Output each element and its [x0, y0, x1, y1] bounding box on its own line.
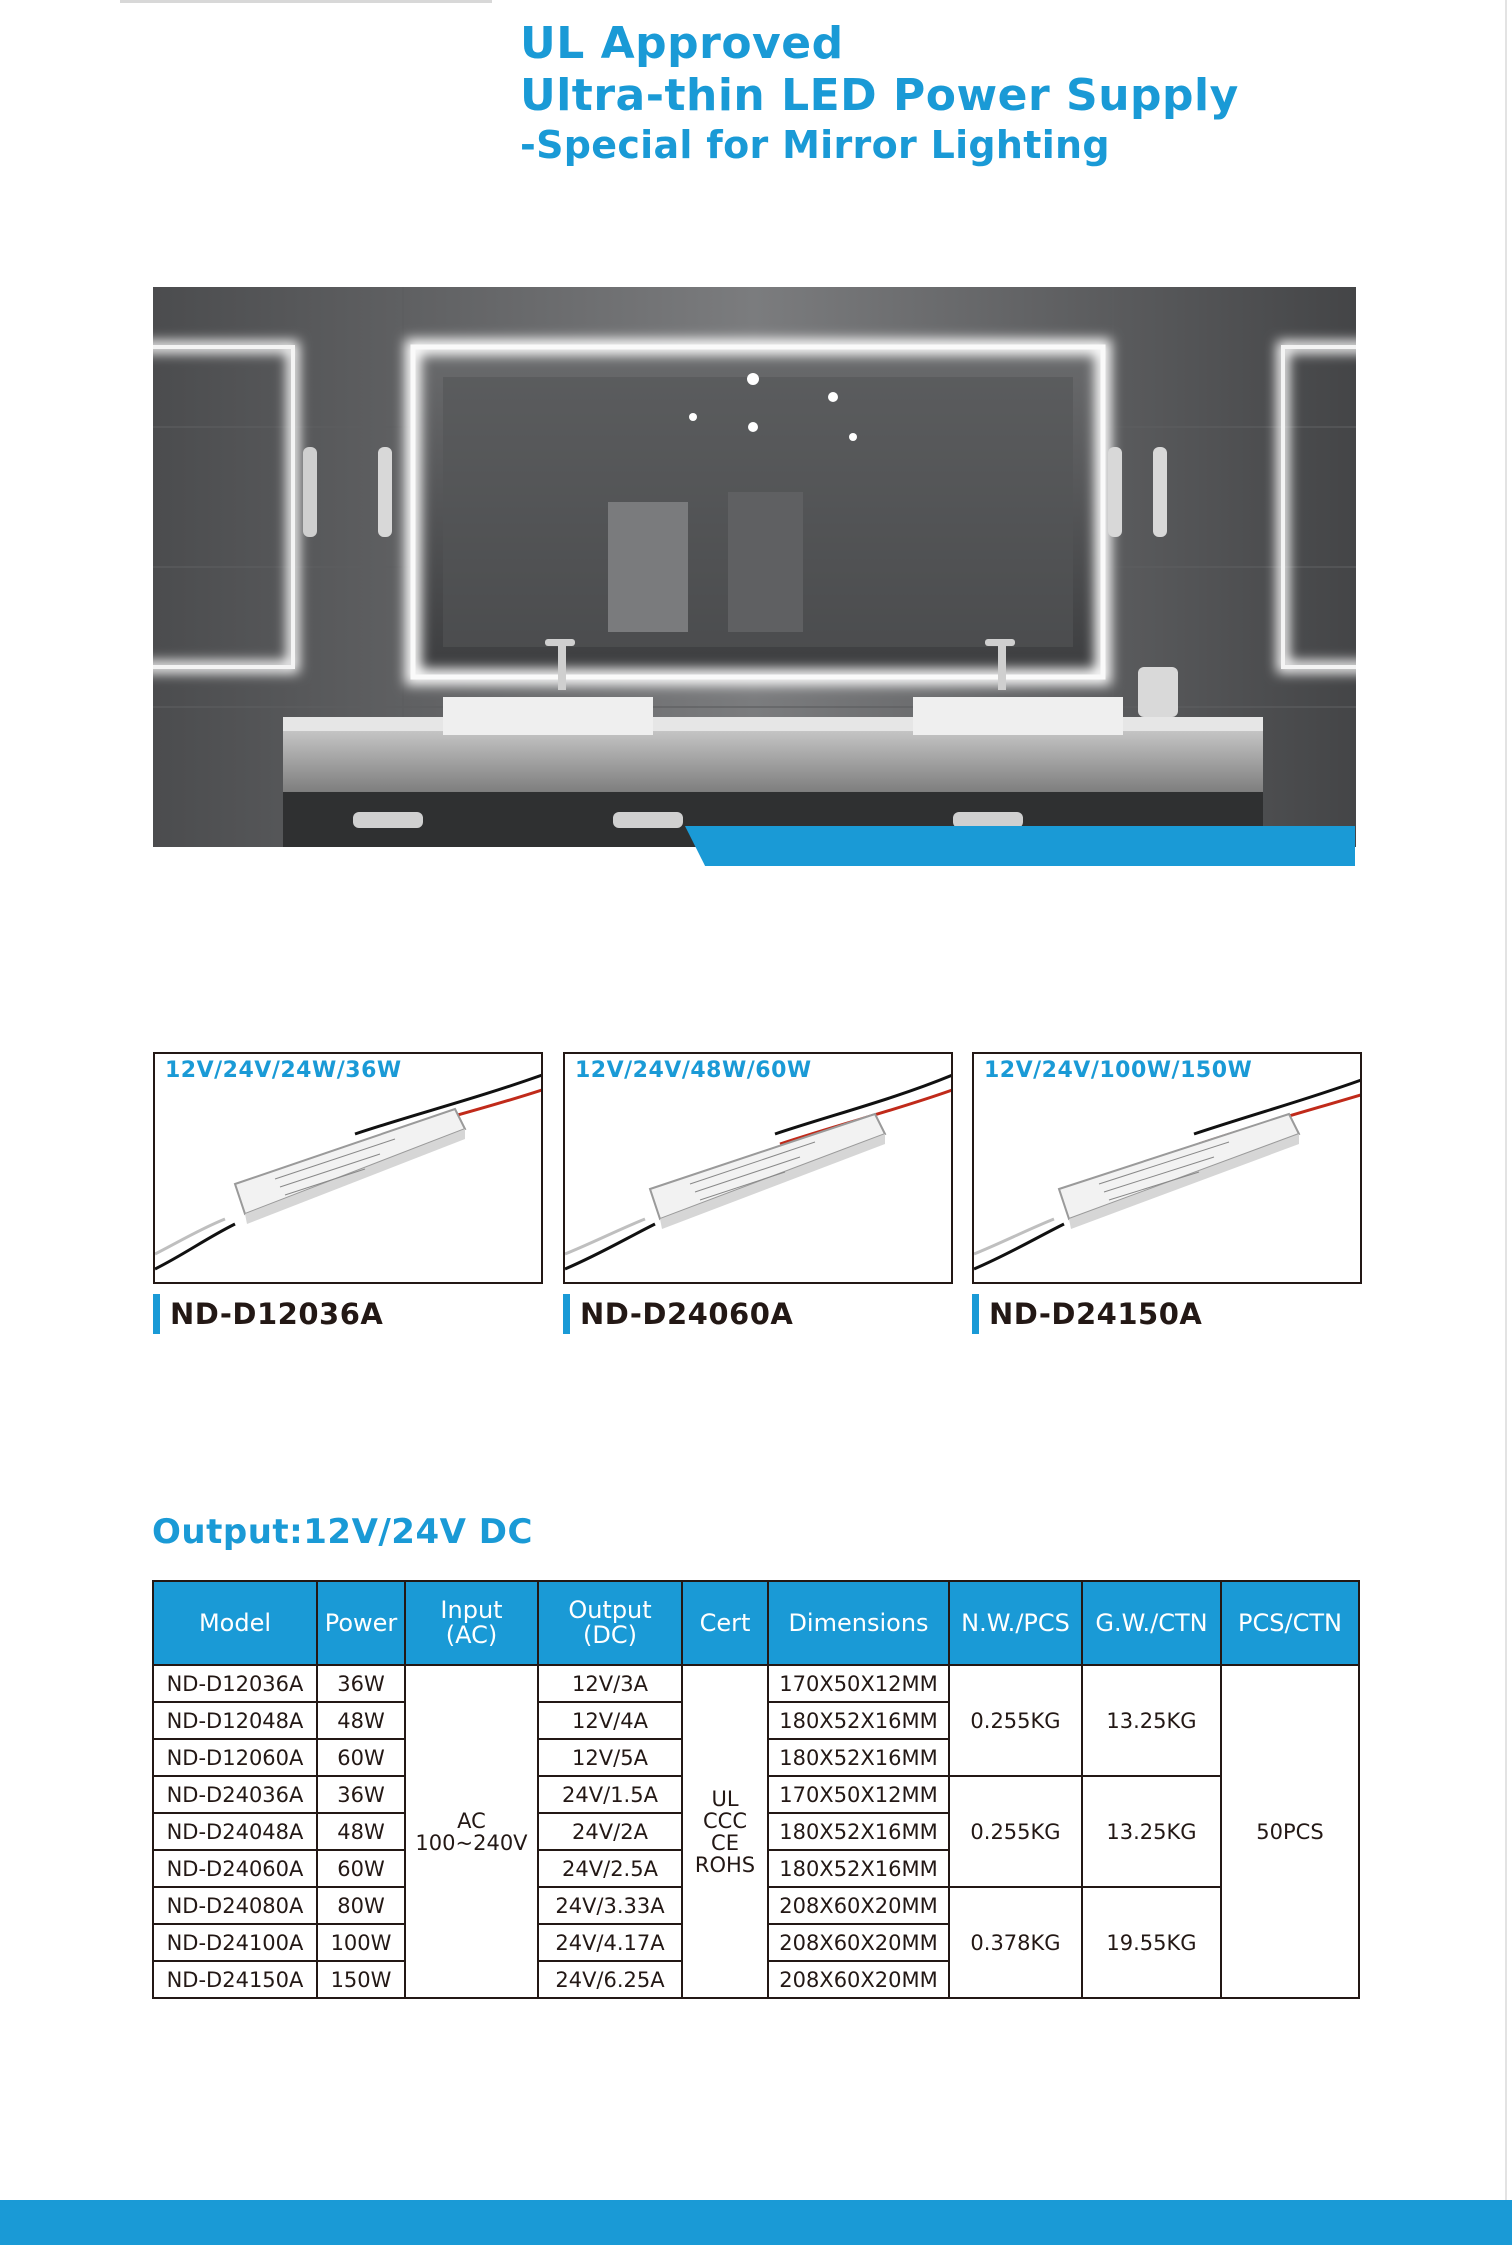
product-card-1: [153, 1052, 543, 1284]
title-line-1: UL Approved: [520, 18, 844, 69]
cell-power: 60W: [317, 1850, 405, 1887]
cell-output: 24V/2A: [538, 1813, 682, 1850]
cell-model: ND-D24036A: [153, 1776, 317, 1813]
footer-band: [0, 2200, 1512, 2245]
cell-output: 24V/2.5A: [538, 1850, 682, 1887]
product-model-1: [153, 1294, 383, 1334]
cell-power: 36W: [317, 1665, 405, 1702]
cell-model: ND-D24060A: [153, 1850, 317, 1887]
cell-power: 48W: [317, 1702, 405, 1739]
header-pcs: PCS/CTN: [1221, 1581, 1359, 1665]
cell-nw: 0.255KG: [949, 1776, 1082, 1887]
header-input-line1: Input: [440, 1596, 503, 1624]
product-model-label: ND-D24150A: [989, 1297, 1203, 1331]
product-card-2: [563, 1052, 953, 1284]
header-cert: Cert: [682, 1581, 768, 1665]
header-model: Model: [153, 1581, 317, 1665]
cell-dimensions: 208X60X20MM: [768, 1924, 949, 1961]
cell-output: 24V/4.17A: [538, 1924, 682, 1961]
cell-power: 150W: [317, 1961, 405, 1998]
cell-output: 12V/4A: [538, 1702, 682, 1739]
cell-output: 24V/1.5A: [538, 1776, 682, 1813]
table-header-row: [153, 1581, 1359, 1665]
header-nw: N.W./PCS: [949, 1581, 1082, 1665]
header-dimensions: Dimensions: [768, 1581, 949, 1665]
title-line-2: Ultra-thin LED Power Supply: [520, 70, 1239, 121]
cell-model: ND-D24048A: [153, 1813, 317, 1850]
product-spec-label: 12V/24V/48W/60W: [575, 1058, 812, 1083]
input-line2: 100~240V: [415, 1830, 528, 1855]
cell-model: ND-D24150A: [153, 1961, 317, 1998]
cell-dimensions: 180X52X16MM: [768, 1813, 949, 1850]
header-output-line2: (DC): [583, 1621, 637, 1649]
cell-power: 100W: [317, 1924, 405, 1961]
header-output: [538, 1581, 682, 1665]
cell-model: ND-D24100A: [153, 1924, 317, 1961]
cell-dimensions: 170X50X12MM: [768, 1665, 949, 1702]
top-rule: [120, 0, 492, 3]
cell-gw: 13.25KG: [1082, 1776, 1221, 1887]
header-output-line1: Output: [568, 1596, 652, 1624]
model-accent-bar: [563, 1294, 570, 1334]
model-accent-bar: [972, 1294, 979, 1334]
product-spec-label: 12V/24V/100W/150W: [984, 1058, 1253, 1083]
cell-dimensions: 180X52X16MM: [768, 1739, 949, 1776]
cell-power: 36W: [317, 1776, 405, 1813]
product-model-label: ND-D12036A: [170, 1297, 384, 1331]
cell-cert: [682, 1665, 768, 1998]
cell-model: ND-D12048A: [153, 1702, 317, 1739]
cell-output: 12V/5A: [538, 1739, 682, 1776]
header-power: Power: [317, 1581, 405, 1665]
cell-output: 24V/6.25A: [538, 1961, 682, 1998]
header-input: [405, 1581, 538, 1665]
product-model-3: [972, 1294, 1202, 1334]
power-supply-illustration: [974, 1054, 1360, 1282]
title-line-3: -Special for Mirror Lighting: [520, 123, 1110, 167]
cell-gw: 19.55KG: [1082, 1887, 1221, 1998]
hero-mirror-image: [153, 287, 1356, 847]
cell-dimensions: 208X60X20MM: [768, 1887, 949, 1924]
cell-dimensions: 208X60X20MM: [768, 1961, 949, 1998]
cell-power: 48W: [317, 1813, 405, 1850]
cert-line2: CCC: [703, 1808, 747, 1833]
output-heading: Output:12V/24V DC: [152, 1512, 533, 1552]
spec-table: [152, 1580, 1360, 1999]
product-model-label: ND-D24060A: [580, 1297, 794, 1331]
cell-output: 12V/3A: [538, 1665, 682, 1702]
cell-model: ND-D12036A: [153, 1665, 317, 1702]
page-title: [520, 18, 1239, 168]
cell-pcs: 50PCS: [1221, 1665, 1359, 1998]
table-row: [153, 1665, 1359, 1702]
cell-input: [405, 1665, 538, 1998]
cert-line3: CE: [711, 1830, 739, 1855]
cell-dimensions: 170X50X12MM: [768, 1776, 949, 1813]
cert-line1: UL: [711, 1786, 739, 1811]
cell-model: ND-D24080A: [153, 1887, 317, 1924]
cell-dimensions: 180X52X16MM: [768, 1702, 949, 1739]
product-model-2: [563, 1294, 793, 1334]
cell-nw: 0.378KG: [949, 1887, 1082, 1998]
cell-power: 60W: [317, 1739, 405, 1776]
power-supply-illustration: [155, 1054, 541, 1282]
cell-output: 24V/3.33A: [538, 1887, 682, 1924]
cert-line4: ROHS: [694, 1852, 756, 1877]
hero-accent-bar: [685, 826, 1355, 866]
cell-nw: 0.255KG: [949, 1665, 1082, 1776]
input-line1: AC: [457, 1808, 486, 1833]
model-accent-bar: [153, 1294, 160, 1334]
header-gw: G.W./CTN: [1082, 1581, 1221, 1665]
cell-dimensions: 180X52X16MM: [768, 1850, 949, 1887]
product-card-3: [972, 1052, 1362, 1284]
cell-model: ND-D12060A: [153, 1739, 317, 1776]
power-supply-illustration: [565, 1054, 951, 1282]
bathroom-mirror-illustration: [153, 287, 1356, 847]
cell-gw: 13.25KG: [1082, 1665, 1221, 1776]
header-input-line2: (AC): [445, 1621, 498, 1649]
product-spec-label: 12V/24V/24W/36W: [165, 1058, 402, 1083]
right-edge-rule: [1505, 0, 1507, 2200]
cell-power: 80W: [317, 1887, 405, 1924]
